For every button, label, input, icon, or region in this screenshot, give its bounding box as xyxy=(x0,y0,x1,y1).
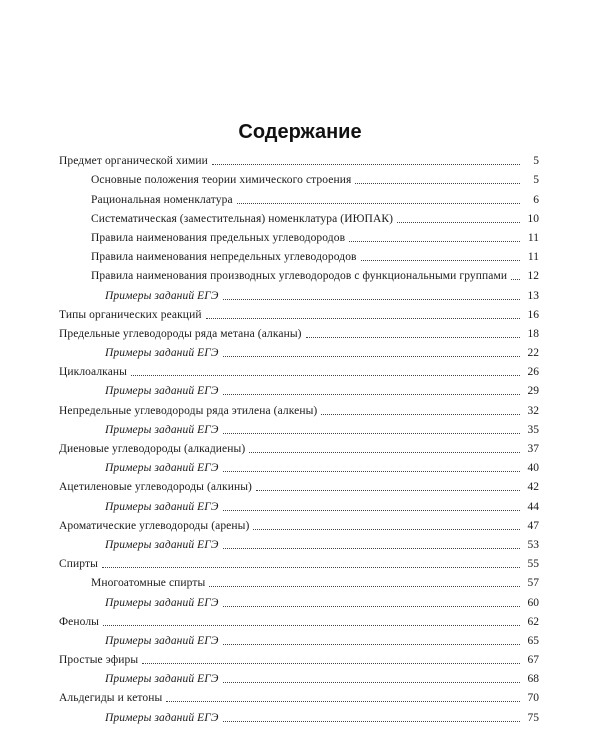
toc-entry-examples[interactable] xyxy=(0,629,600,648)
toc-page-number: 53 xyxy=(527,538,539,551)
toc-entry[interactable] xyxy=(0,360,600,379)
dot-leader xyxy=(223,355,520,357)
toc-page-number: 57 xyxy=(527,577,539,590)
toc-entry[interactable] xyxy=(0,514,600,533)
toc-entry[interactable] xyxy=(0,322,600,341)
toc-entry-title: Примеры заданий ЕГЭ xyxy=(105,538,219,551)
toc-entry-title: Примеры заданий ЕГЭ xyxy=(105,385,219,398)
dot-leader xyxy=(102,566,520,568)
toc-entry-examples[interactable] xyxy=(0,283,600,302)
toc-entry[interactable] xyxy=(0,686,600,705)
toc-entry-title: Фенолы xyxy=(59,615,100,628)
toc-entry[interactable] xyxy=(0,226,600,245)
toc-page-number: 67 xyxy=(527,654,539,667)
toc-entry-title: Типы органических реакций xyxy=(59,308,202,321)
toc-entry[interactable] xyxy=(0,398,600,417)
toc-entry[interactable] xyxy=(0,571,600,590)
toc-page-number: 10 xyxy=(527,212,539,225)
toc-entry-title: Примеры заданий ЕГЭ xyxy=(105,596,219,609)
dot-leader xyxy=(511,278,520,280)
dot-leader xyxy=(306,336,520,338)
toc-page-number: 37 xyxy=(527,443,539,455)
dot-leader xyxy=(223,605,520,607)
toc-entry-title: Ацетиленовые углеводороды (алкины) xyxy=(59,481,252,494)
toc-page-number: 18 xyxy=(527,327,539,340)
toc-entry[interactable] xyxy=(0,475,600,494)
toc-entry-title: Примеры заданий ЕГЭ xyxy=(105,673,219,686)
dot-leader xyxy=(206,317,520,319)
toc-page-number: 47 xyxy=(527,519,539,532)
dot-leader xyxy=(223,470,520,472)
toc-entry[interactable] xyxy=(0,437,600,456)
toc-entry[interactable] xyxy=(0,187,600,206)
toc-entry-examples[interactable] xyxy=(0,667,600,686)
toc-entry-title: Примеры заданий ЕГЭ xyxy=(105,289,219,302)
dot-leader xyxy=(397,221,520,223)
toc-entry-examples[interactable] xyxy=(0,379,600,398)
dot-leader xyxy=(223,298,520,300)
toc-page-number: 26 xyxy=(527,366,539,379)
toc-entry-title: Правила наименования производных углеводородов с функциональными группами xyxy=(91,270,508,283)
toc-entry-title: Рациональная номенклатура xyxy=(91,193,233,206)
table-of-contents xyxy=(0,149,600,725)
dot-leader xyxy=(223,432,520,434)
toc-entry-title: Простые эфиры xyxy=(59,654,139,667)
dot-leader xyxy=(321,413,520,415)
dot-leader xyxy=(212,163,520,165)
toc-page-number: 11 xyxy=(527,251,539,264)
toc-page-number: 55 xyxy=(527,558,539,571)
toc-entry-examples[interactable] xyxy=(0,590,600,609)
toc-entry-examples[interactable] xyxy=(0,456,600,475)
toc-entry[interactable] xyxy=(0,149,600,168)
toc-entry-title: Примеры заданий ЕГЭ xyxy=(105,500,219,513)
toc-entry-title: Примеры заданий ЕГЭ xyxy=(105,634,219,647)
toc-entry-title: Основные положения теории химического строения xyxy=(91,174,352,187)
dot-leader xyxy=(349,240,520,242)
toc-entry-title: Примеры заданий ЕГЭ xyxy=(105,462,219,475)
toc-entry-title: Правила наименования непредельных углеводородов xyxy=(91,251,357,264)
dot-leader xyxy=(237,202,520,204)
toc-entry[interactable] xyxy=(0,264,600,283)
toc-entry-title: Непредельные углеводороды ряда этилена (алкены) xyxy=(59,404,318,417)
toc-entry-title: Ароматические углеводороды (арены) xyxy=(59,519,250,532)
toc-entry-title: Правила наименования предельных углеводородов xyxy=(91,231,346,244)
dot-leader xyxy=(355,182,520,184)
page-title: Содержание xyxy=(238,121,362,143)
dot-leader xyxy=(223,393,520,395)
toc-page-number: 44 xyxy=(527,500,539,513)
dot-leader xyxy=(223,509,520,511)
toc-page-number: 75 xyxy=(527,711,539,724)
dot-leader xyxy=(103,624,520,626)
toc-page-number: 32 xyxy=(527,404,539,417)
toc-entry-examples[interactable] xyxy=(0,705,600,724)
toc-entry-examples[interactable] xyxy=(0,341,600,360)
toc-entry[interactable] xyxy=(0,552,600,571)
toc-page-number: 40 xyxy=(527,462,539,475)
dot-leader xyxy=(256,489,520,491)
toc-entry[interactable] xyxy=(0,207,600,226)
toc-page-number: 16 xyxy=(527,308,539,321)
toc-entry[interactable] xyxy=(0,168,600,187)
toc-page-number: 29 xyxy=(527,385,539,398)
dot-leader xyxy=(209,585,520,587)
toc-entry[interactable] xyxy=(0,648,600,667)
toc-entry-examples[interactable] xyxy=(0,494,600,513)
toc-page-number: 70 xyxy=(527,692,539,705)
toc-page-number: 6 xyxy=(533,193,539,206)
toc-page-number: 5 xyxy=(533,174,539,187)
toc-entry[interactable] xyxy=(0,303,600,322)
toc-page-number: 60 xyxy=(527,596,539,609)
toc-page-number: 22 xyxy=(527,347,539,360)
toc-page-number: 11 xyxy=(527,231,539,244)
toc-page-number: 65 xyxy=(527,634,539,647)
toc-page-number: 5 xyxy=(533,155,539,168)
toc-entry-title: Систематическая (заместительная) номенклатура (ИЮПАК) xyxy=(91,212,394,225)
dot-leader xyxy=(253,528,520,530)
toc-page-number: 13 xyxy=(527,289,539,302)
toc-entry-title: Примеры заданий ЕГЭ xyxy=(105,711,219,724)
toc-entry-title: Примеры заданий ЕГЭ xyxy=(105,423,219,436)
dot-leader xyxy=(131,374,520,376)
toc-entry-title: Предельные углеводороды ряда метана (алканы) xyxy=(59,327,302,340)
dot-leader xyxy=(223,681,520,683)
dot-leader xyxy=(223,547,520,549)
dot-leader xyxy=(249,451,520,453)
toc-page-number: 12 xyxy=(527,270,539,283)
toc-entry-title: Спирты xyxy=(59,558,98,571)
toc-entry-title: Диеновые углеводороды (алкадиены) xyxy=(59,443,246,455)
toc-entry[interactable] xyxy=(0,610,600,629)
toc-page-number: 42 xyxy=(527,481,539,494)
toc-entry-title: Альдегиды и кетоны xyxy=(59,692,163,705)
toc-page-number: 35 xyxy=(527,423,539,436)
toc-entry-title: Циклоалканы xyxy=(59,366,127,379)
toc-entry-title: Многоатомные спирты xyxy=(91,577,206,590)
dot-leader xyxy=(223,720,520,722)
toc-entry-examples[interactable] xyxy=(0,533,600,552)
toc-entry-title: Предмет органической химии xyxy=(59,155,208,168)
toc-entry-title: Примеры заданий ЕГЭ xyxy=(105,347,219,360)
toc-entry-examples[interactable] xyxy=(0,418,600,437)
dot-leader xyxy=(166,700,520,702)
toc-page-number: 68 xyxy=(527,673,539,686)
dot-leader xyxy=(361,259,520,261)
toc-entry[interactable] xyxy=(0,245,600,264)
dot-leader xyxy=(142,662,520,664)
dot-leader xyxy=(223,643,520,645)
toc-page-number: 62 xyxy=(527,615,539,628)
